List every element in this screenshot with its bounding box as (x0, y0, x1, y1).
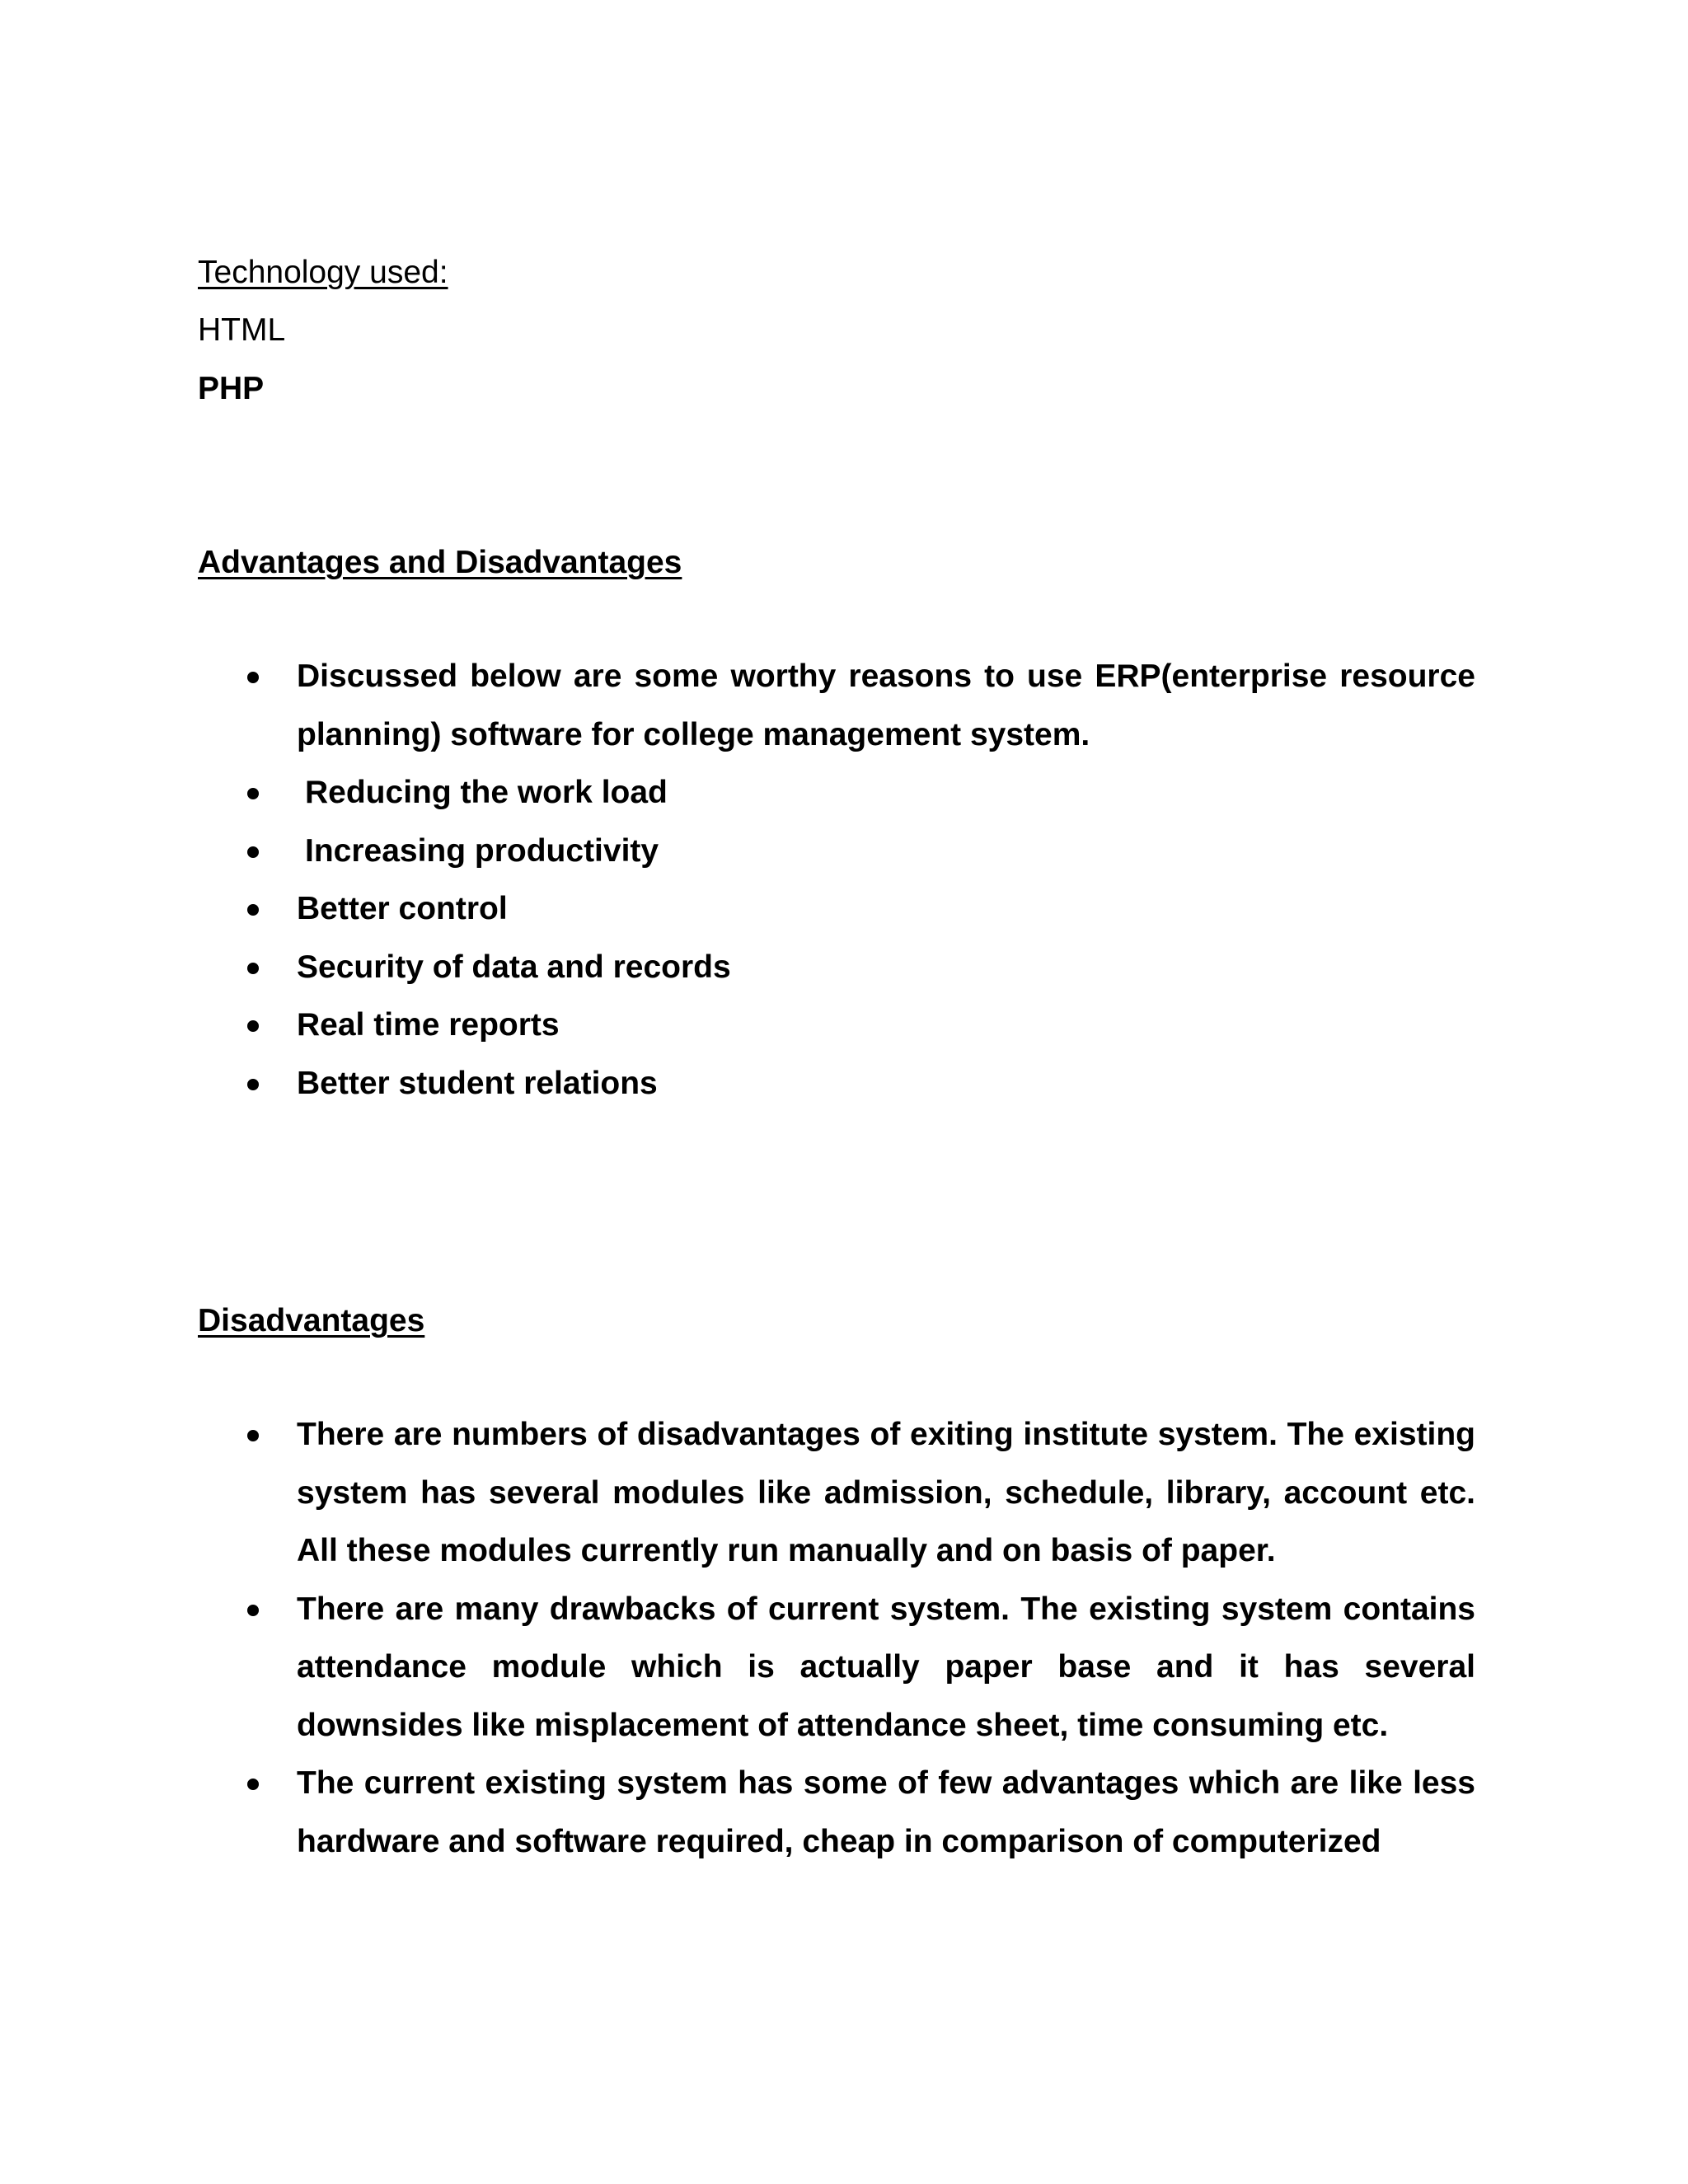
list-item: Reducing the work load (198, 764, 1475, 823)
bullet-icon (247, 904, 259, 916)
list-item: The current existing system has some of few advantages which are like less hardware and software required, cheap in comparison of computerized (198, 1755, 1475, 1871)
list-item: Increasing productivity (198, 823, 1475, 881)
list-item: Better control (198, 880, 1475, 939)
list-item: Better student relations (198, 1055, 1475, 1113)
list-item: There are numbers of disadvantages of exiting institute system. The existing system has several modules like admission, schedule, library, account etc. All these modules currently run manually and on basis of paper. (198, 1406, 1475, 1581)
technology-heading: Technology used: (198, 255, 448, 290)
bullet-icon (247, 963, 259, 974)
list-item: Real time reports (198, 996, 1475, 1055)
bullet-icon (247, 1605, 259, 1616)
list-item: Discussed below are some worthy reasons to use ERP(enterprise resource planning) software for college management system. (198, 648, 1475, 764)
list-item: Security of data and records (198, 939, 1475, 997)
bullet-icon (247, 672, 259, 683)
bullet-icon (247, 1779, 259, 1790)
advantages-heading: Advantages and Disadvantages (198, 545, 682, 580)
disadvantages-heading: Disadvantages (198, 1303, 425, 1338)
disadvantages-list (198, 1406, 1475, 1871)
bullet-icon (247, 788, 259, 799)
bullet-icon (247, 1430, 259, 1441)
bullet-icon (247, 1079, 259, 1090)
bullet-icon (247, 846, 259, 858)
technology-item-html: HTML (198, 312, 286, 348)
list-item: There are many drawbacks of current system. The existing system contains attendance module which is actually paper base and it has several downsides like misplacement of attendance sheet, time consuming etc. (198, 1581, 1475, 1755)
technology-item-php: PHP (198, 371, 265, 406)
advantages-list (198, 648, 1475, 1113)
bullet-icon (247, 1020, 259, 1032)
